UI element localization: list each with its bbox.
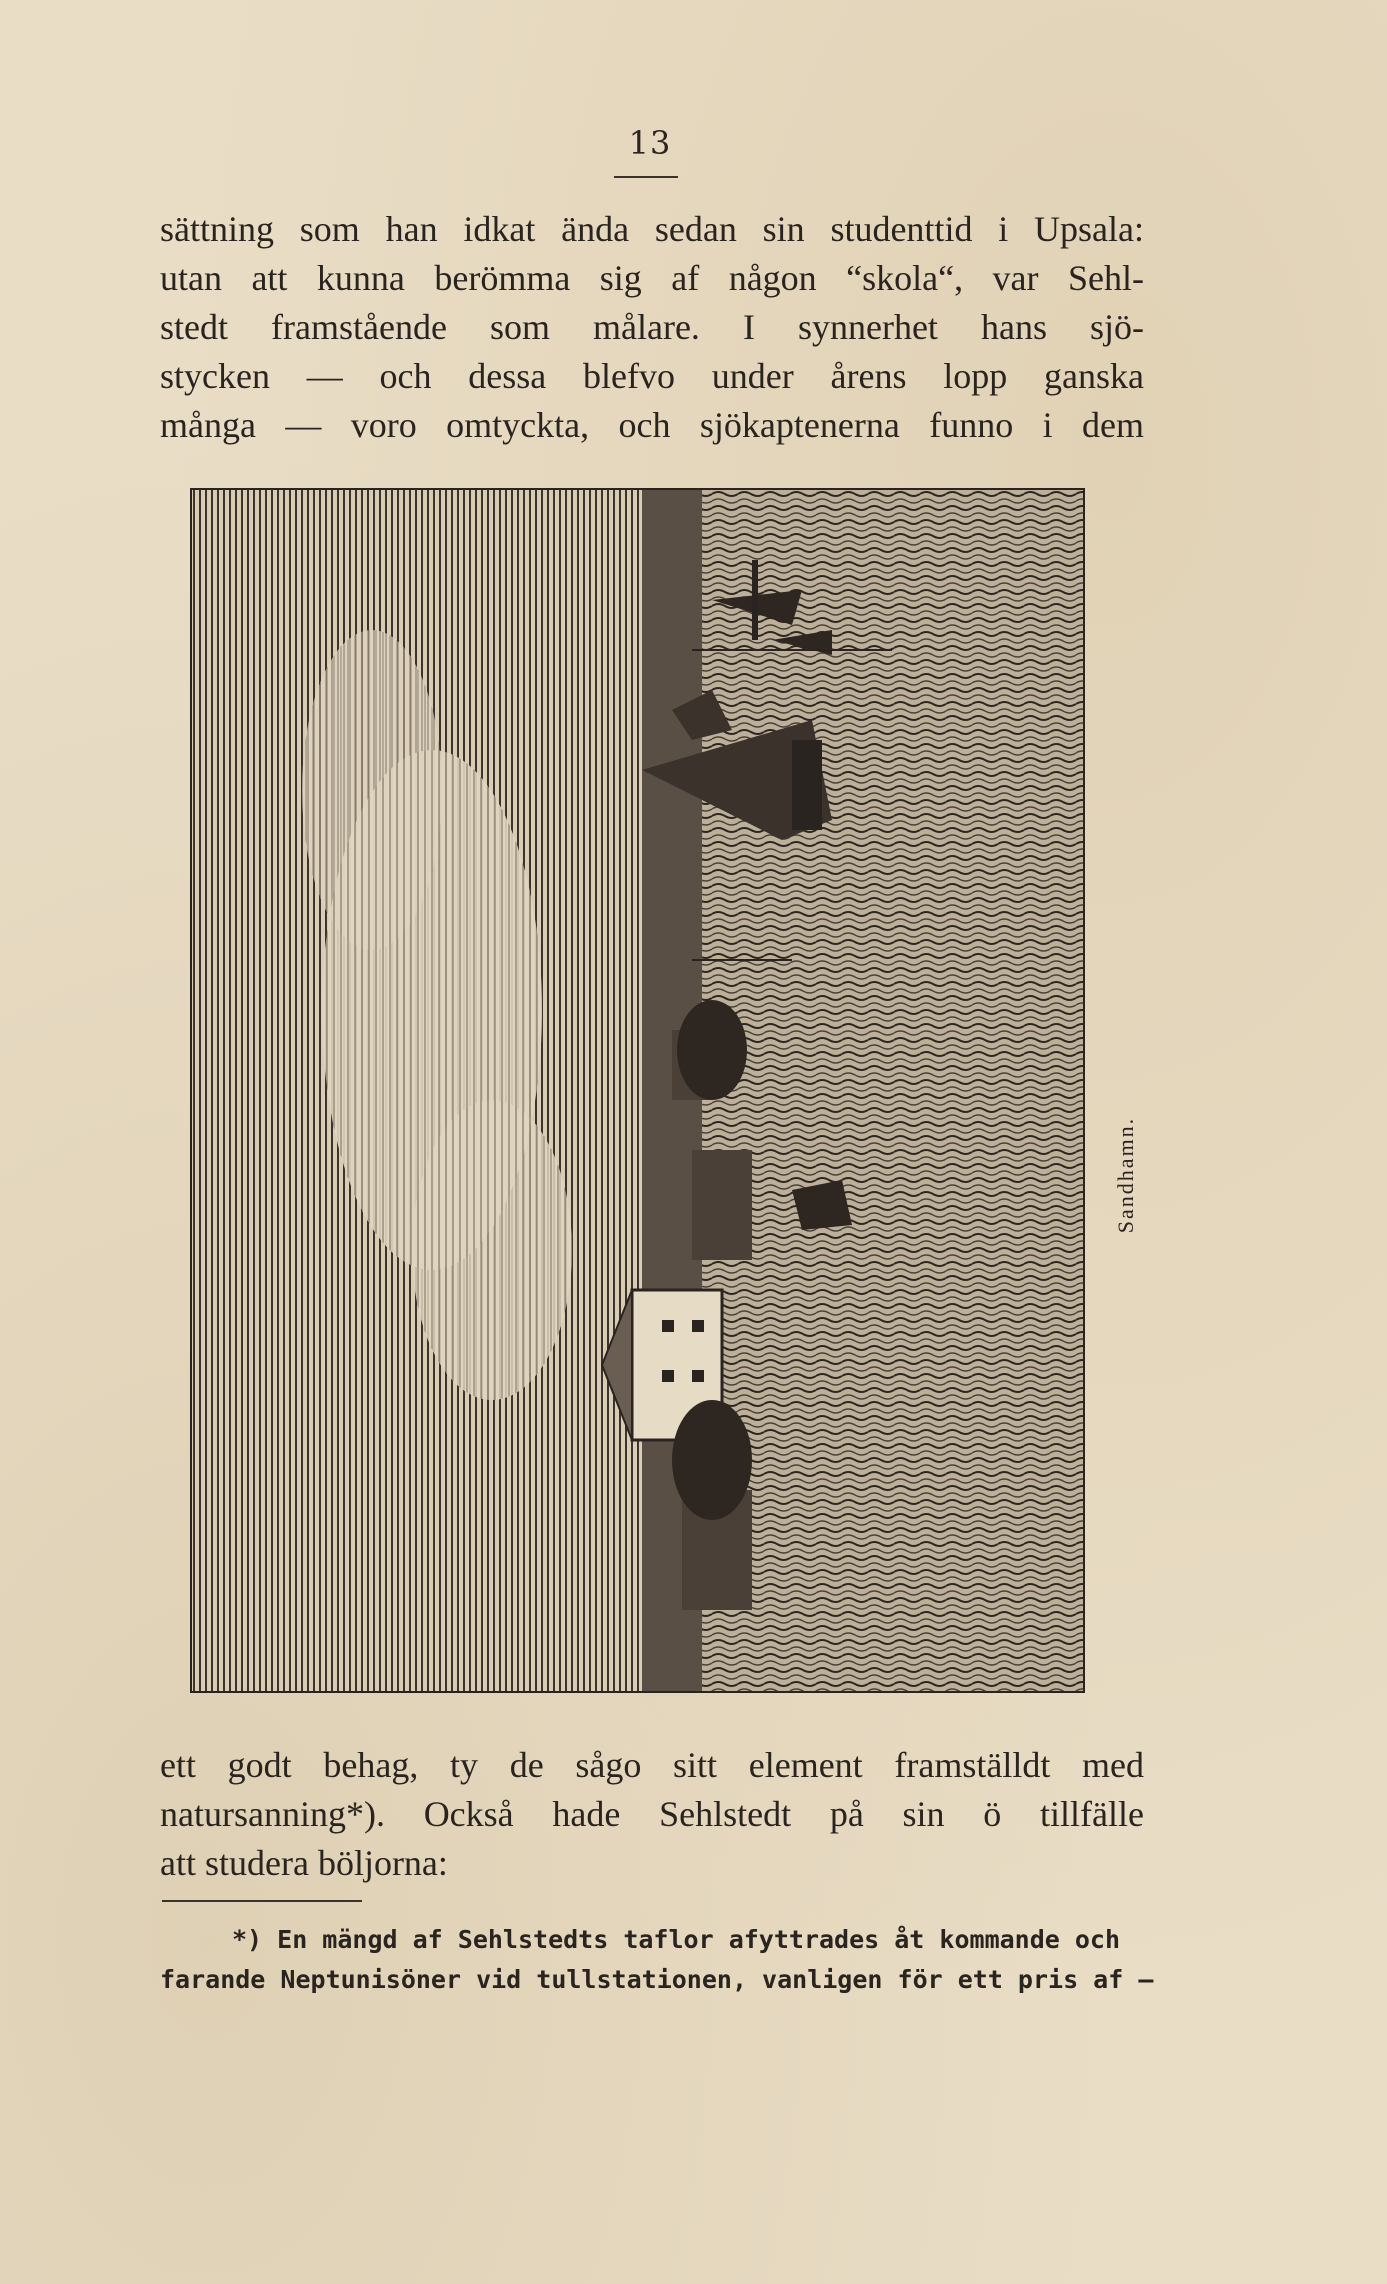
engraving-image [192,490,1085,1693]
page-number: 13 [628,124,672,162]
text-line: att studera böljorna: [160,1843,448,1883]
caption-text: Sandhamn. [1113,1116,1138,1234]
text-line: många — voro omtyckta, och sjökaptenerna funno i dem [160,405,1144,445]
footnote-line: *) En mängd af Sehlstedts taflor afyttrades åt kommande och [232,1925,1121,1954]
engraving-illustration [190,488,1085,1693]
page-number-rule [614,176,678,178]
text-line: ett godt behag, ty de sågo sitt element framställdt med [160,1745,1144,1785]
text-line: stedt framstående som målare. I synnerhet hans sjö- [160,307,1144,347]
paragraph-top [160,205,1144,450]
text-line: utan att kunna berömma sig af någon “skola“, var Sehl- [160,258,1144,298]
illustration-caption [1112,1090,1140,1260]
footnote [160,1920,1154,2000]
text-line: natursanning*). Också hade Sehlstedt på sin ö tillfälle [160,1794,1144,1834]
text-line: sättning som han idkat ända sedan sin studenttid i Upsala: [160,209,1144,249]
footnote-line: farande Neptunisöner vid tullstationen, vanligen för ett pris af — [160,1965,1154,1994]
text-line: stycken — och dessa blefvo under årens lopp ganska [160,356,1144,396]
footnote-rule [162,1900,362,1902]
paragraph-bottom [160,1741,1144,1888]
